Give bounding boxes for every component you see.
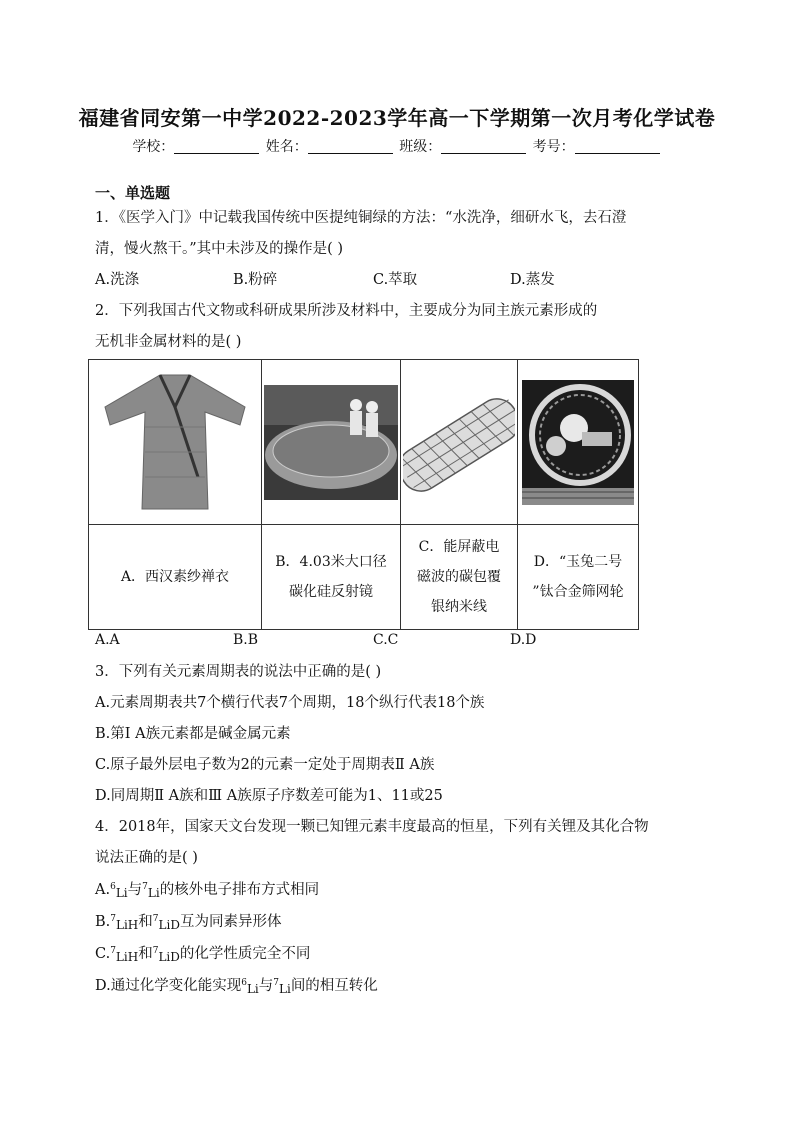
caption-b-line1: B．4.03米大口径 — [275, 554, 387, 570]
q2-stem-line1: 2．下列我国古代文物或科研成果所涉及材料中，主要成分为同主族元素形成的 — [95, 303, 598, 319]
caption-b-line2: 碳化硅反射镜 — [289, 584, 373, 600]
caption-c-line2: 磁波的碳包覆 — [417, 569, 501, 585]
q3-option-a[interactable]: A.元素周期表共7个横行代表7个周期，18个纵行代表18个族 — [95, 695, 485, 711]
q1-option-c[interactable]: C.萃取 — [373, 272, 418, 288]
wheel-icon — [522, 380, 634, 505]
q3-stem: 3．下列有关元素周期表的说法中正确的是( ) — [95, 664, 382, 680]
q2-option-b[interactable]: B.B — [233, 632, 259, 648]
id-label: 考号： — [532, 139, 575, 155]
q4-option-a[interactable]: A.$^6_{Li}$与$^7_{Li}$的核外电子排布方式相同 — [95, 882, 320, 900]
caption-d-line2: ”钛合金筛网轮 — [532, 584, 624, 600]
q4-option-d[interactable]: D.通过化学变化能实现$^6_{Li}$与$^7_{Li}$间的相互转化 — [95, 978, 378, 996]
caption-a — [89, 525, 262, 630]
caption-c — [401, 525, 518, 630]
q4-stem-line2: 说法正确的是( ) — [95, 850, 198, 866]
q1-stem-line2: 清，慢火熬干。”其中未涉及的操作是( ) — [95, 241, 344, 257]
section-heading: 一、单选题 — [95, 184, 171, 202]
q3-option-b[interactable]: B.第Ⅰ A族元素都是碱金属元素 — [95, 726, 291, 742]
caption-d-line1: D．“玉兔二号 — [533, 554, 623, 570]
q2-option-a[interactable]: A.A — [95, 632, 120, 648]
mirror-image — [262, 360, 401, 525]
robe-image — [89, 360, 262, 525]
q2-image-table — [88, 359, 639, 630]
caption-b — [262, 525, 401, 630]
id-blank[interactable] — [575, 139, 660, 154]
caption-c-line3: 银纳米线 — [431, 599, 487, 615]
q1-option-a[interactable]: A.洗涤 — [95, 272, 140, 288]
robe-icon — [100, 367, 250, 517]
page-title: 福建省同安第一中学2022-2023学年高一下学期第一次月考化学试卷 — [78, 106, 716, 130]
q1-stem-line1: 1．《医学入门》中记载我国传统中医提纯铜绿的方法：“水洗净，细研水飞，去石澄 — [95, 210, 627, 226]
q3-option-d[interactable]: D.同周期Ⅱ A族和Ⅲ A族原子序数差可能为1、11或25 — [95, 788, 443, 804]
q4-option-c[interactable]: C.$^7_{LiH}$和$^7_{LiD}$的化学性质完全不同 — [95, 946, 311, 964]
q4-stem-line1: 4．2018年，国家天文台发现一颗已知锂元素丰度最高的恒星，下列有关锂及其化合物 — [95, 819, 649, 835]
q2-stem-line2: 无机非金属材料的是( ) — [95, 334, 242, 350]
class-blank[interactable] — [441, 139, 526, 154]
school-label: 学校： — [132, 139, 175, 155]
caption-d — [518, 525, 639, 630]
q1-option-d[interactable]: D.蒸发 — [510, 272, 555, 288]
name-label: 姓名： — [265, 139, 308, 155]
school-blank[interactable] — [174, 139, 259, 154]
mirror-icon — [264, 385, 398, 500]
q2-option-c[interactable]: C.C — [373, 632, 399, 648]
q2-option-d[interactable]: D.D — [510, 632, 537, 648]
student-info-row — [0, 136, 794, 156]
class-label: 班级： — [399, 139, 442, 155]
wheel-image — [518, 360, 639, 525]
name-blank[interactable] — [308, 139, 393, 154]
q1-option-b[interactable]: B.粉碎 — [233, 272, 278, 288]
nanotube-icon — [403, 385, 515, 500]
nanowire-image — [401, 360, 518, 525]
caption-a-line1: A．西汉素纱禅衣 — [120, 569, 230, 585]
caption-c-line1: C．能屏蔽电 — [418, 539, 500, 555]
q4-option-b[interactable]: B.$^7_{LiH}$和$^7_{LiD}$互为同素异形体 — [95, 914, 282, 932]
q3-option-c[interactable]: C.原子最外层电子数为2的元素一定处于周期表Ⅱ A族 — [95, 757, 435, 773]
